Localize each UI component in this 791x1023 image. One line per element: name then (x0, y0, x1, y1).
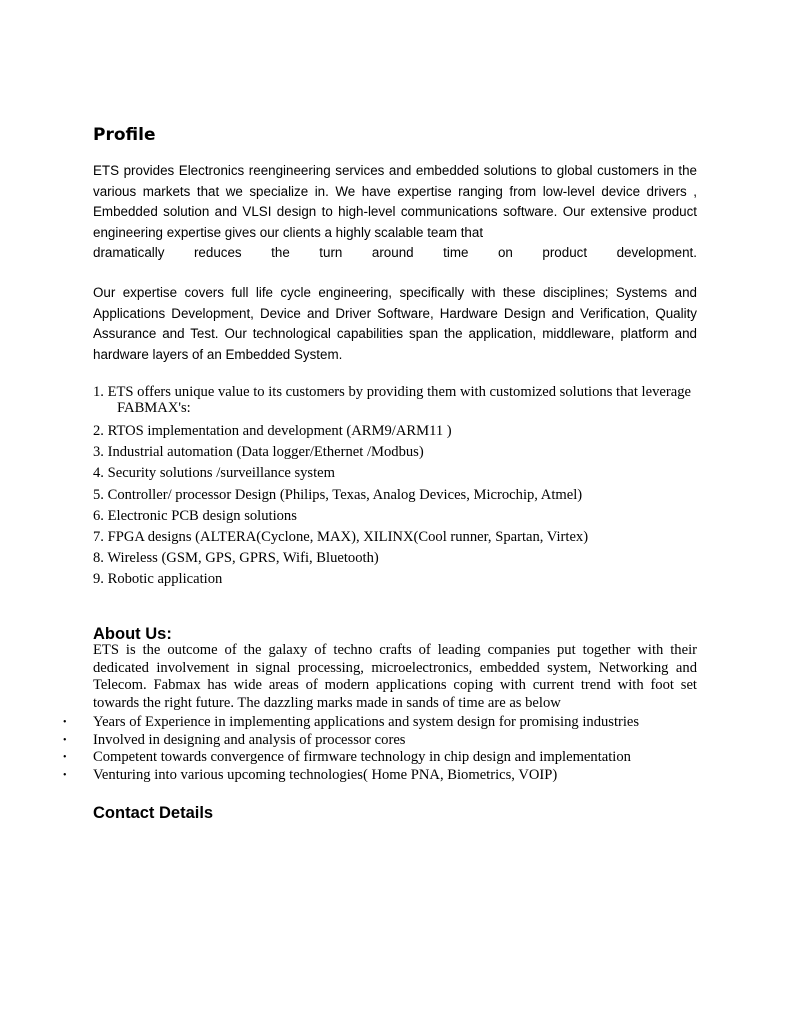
profile-paragraph-1-body: ETS provides Electronics reengineering services and embedded solutions to global customers in the various markets that we specialize in. We have expertise ranging from low-level device drivers , Embedded solution and VLSI design to high-level communications software. Our extensive product engineering expertise gives our clients a highly scalable team that (93, 163, 697, 240)
list-item (63, 714, 713, 732)
bullet-text: Involved in designing and analysis of processor cores (93, 731, 406, 748)
capabilities-list (93, 382, 697, 591)
bullet-text: Venturing into various upcoming technologies( Home PNA, Biometrics, VOIP) (93, 767, 558, 784)
bullet-icon: • (63, 770, 67, 782)
list-item (63, 767, 713, 785)
contact-details-heading: Contact Details (93, 804, 214, 822)
profile-heading: Profile (93, 125, 156, 145)
bullet-icon: • (63, 734, 67, 746)
list-item: 5. Controller/ processor Design (Philips, Texas, Analog Devices, Microchip, Atmel) (93, 486, 583, 503)
profile-paragraph-1 (93, 161, 697, 264)
bullet-text: Competent towards convergence of firmware technology in chip design and implementation (93, 749, 631, 766)
list-item: 8. Wireless (GSM, GPS, GPRS, Wifi, Bluetooth) (93, 550, 379, 567)
list-item: 4. Security solutions /surveillance system (93, 465, 335, 482)
about-us-heading: About Us: (93, 625, 172, 643)
list-item (63, 731, 713, 750)
milestones-list (63, 714, 713, 785)
profile-paragraph-1-last-line: dramatically reduces the turn around time on product development. (93, 245, 697, 260)
bullet-icon: • (63, 752, 67, 764)
list-item: 3. Industrial automation (Data logger/Ethernet /Modbus) (93, 444, 424, 461)
list-item (63, 749, 713, 767)
list-item: 1. ETS offers unique value to its customers by providing them with customized solutions that leverage FABMAX's: (93, 384, 691, 416)
bullet-icon: • (63, 717, 67, 728)
list-item: 6. Electronic PCB design solutions (93, 507, 297, 524)
bullet-text: Years of Experience in implementing applications and system design for promising industries (93, 714, 640, 730)
about-us-paragraph: ETS is the outcome of the galaxy of techno crafts of leading companies put together with their dedicated involvement in signal processing, microelectronics, embedded system, Networking and Telecom. Fabmax has wide areas of modern applications coping with current trend with foot set towards the right future. The dazzling marks made in sands of time are as below (93, 642, 697, 711)
list-item: 2. RTOS implementation and development (ARM9/ARM11 ) (93, 423, 452, 439)
list-item: 7. FPGA designs (ALTERA(Cyclone, MAX), XILINX(Cool runner, Spartan, Virtex) (93, 529, 589, 546)
list-item: 9. Robotic application (93, 571, 223, 588)
profile-paragraph-2: Our expertise covers full life cycle engineering, specifically with these disciplines; Systems and Applications Development, Device and Driver Software, Hardware Design and Verification, Quality Assurance and Test. Our technological capabilities span the application, middleware, platform and hardware layers of an Embedded System. (93, 285, 697, 362)
